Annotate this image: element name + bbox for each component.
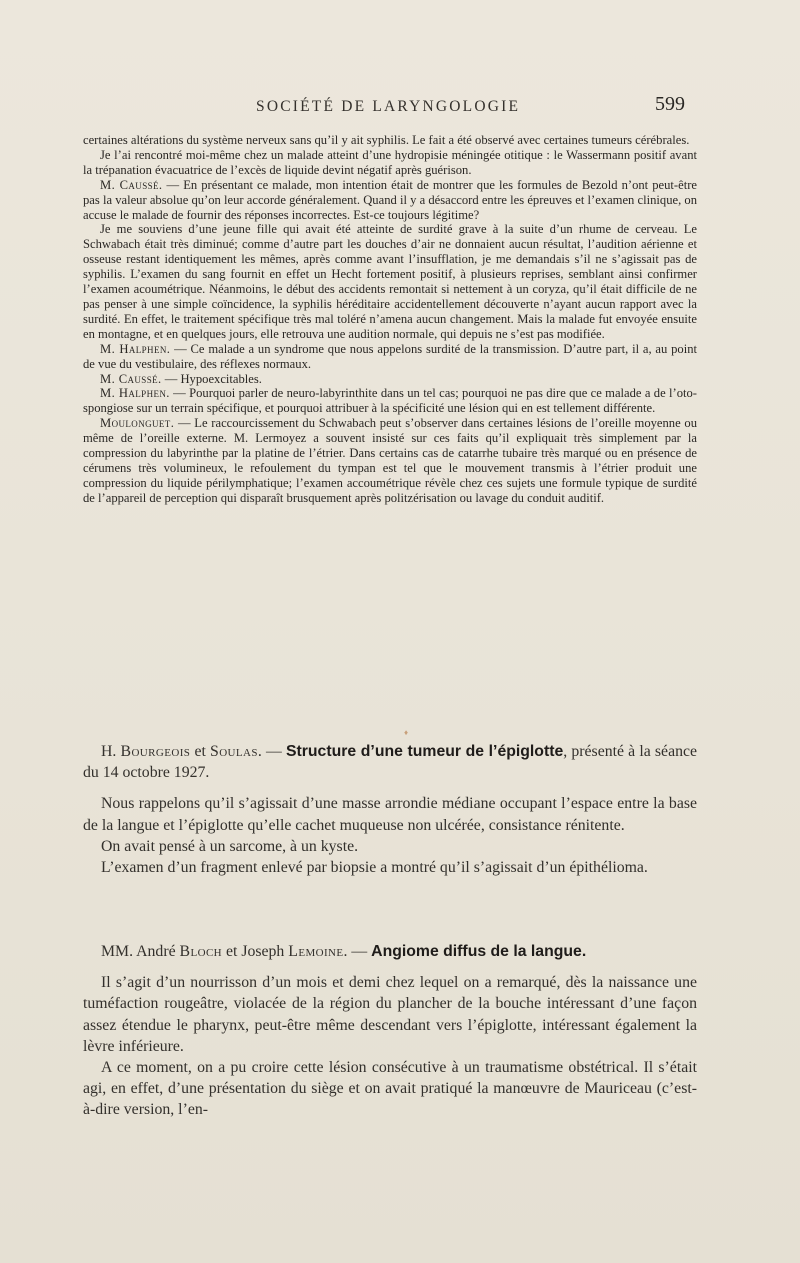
speaker-name: M. Halphen.: [100, 341, 171, 356]
article-paragraph: On avait pensé à un sarcome, à un kyste.: [101, 837, 359, 855]
discussion-paragraph: [83, 178, 697, 223]
speaker-name: M. Caussé.: [100, 371, 162, 386]
speech-text: — En présentant ce malade, mon intention était de montrer que les formules de Bezold n’ont peut-être pas la valeur absolue qu’on leur accorde généralement. Quand il y a désaccord entre les épreuves et l’examen clinique, on accuse le malade de fournir des réponses incorrectes. Est-ce toujours légitime?: [83, 177, 697, 222]
speaker-name: Moulonguet.: [100, 416, 175, 431]
spacer: [83, 783, 697, 793]
discussion-paragraph: Je me souviens d’une jeune fille qui avait été atteinte de surdité grave à la suite d’un rhume de cerveau. Le Schwabach était très diminué; comme d’autre part les douches d’air ne donnaient aucun résultat, l’audition aérienne et osseuse restant identiquement les mêmes, après comme avant l’insufflation, je me demandais s’il ne s’agissait pas de syphilis. L’examen du sang fournit en effet un Hecht fortement positif, à plusieurs reprises, semblant ainsi confirmer l’examen acoumétrique. Néanmoins, le début des accidents remontait si nettement à un coryza, qu’il était difficile de ne pas penser à une simple coïncidence, la syphilis héréditaire accidentellement découverte n’ayant aucun rapport avec la surdité. En effet, le traitement spécifique très mal toléré n’amena aucun changement. Mais la malade fut envoyée ensuite en montagne, et en quelques jours, elle retrouva une audition normale, qui depuis ne s’est pas modifiée.: [83, 222, 697, 341]
speech-text: — Pourquoi parler de neuro-labyrinthite dans un tel cas; pourquoi ne pas dire que ce malade a de l’oto-spongiose sur un terrain spécifique, et pourquoi attribuer à la spécificité une lésion qui en est tellement différente.: [83, 386, 698, 416]
article-heading: [83, 941, 697, 962]
speaker-name: M. Halphen.: [100, 386, 170, 401]
heading-text: . —: [343, 943, 372, 960]
article-heading: [83, 741, 697, 783]
author-name: Lemoine: [288, 943, 344, 960]
article-paragraph: Nous rappelons qu’il s’agissait d’une masse arrondie médiane occupant l’espace entre la base de la langue et l’épiglotte qu’elle cachet muqueuse non ulcérée, consistance rénitente.: [83, 795, 697, 834]
discussion-paragraph: [83, 416, 697, 505]
speech-text: — Le raccourcissement du Schwabach peut s’observer dans certaines lésions de l’oreille moyenne ou même de l’oreille externe. M. Lermoyez a souvent insisté sur ces faits qu’il expliquait très simplement par la compression du labyrinthe par la platine de l’étrier. Dans certains cas de catarrhe tubaire très marqué ou en présence de cérumens très volumineux, le refoulement du tympan est tel que le mouvement transmis à l’étrier produit une compression du liquide périlymphatique; l’examen accoumétrique révèle chez ces sujets une formule typique de surdité de l’appareil de perception qui disparaît brusquement après politzérisation ou lavage du conduit auditif.: [83, 416, 697, 505]
article-title: Angiome diffus de la langue.: [371, 943, 587, 960]
author-name: Soulas: [210, 743, 258, 760]
discussion-block: [83, 133, 697, 506]
heading-text: H.: [101, 743, 121, 760]
heading-text: et Joseph: [222, 943, 289, 960]
heading-text: MM. André: [101, 943, 180, 960]
author-name: Bourgeois: [120, 743, 191, 760]
section-ornament: ♦: [404, 728, 409, 737]
discussion-paragraph: certaines altérations du système nerveux sans qu’il y ait syphilis. Le fait a été observé avec certaines tumeurs cérébrales.: [83, 133, 690, 147]
article-title: Structure d’une tumeur de l’épiglotte: [285, 743, 564, 760]
article-bloch-lemoine: [83, 941, 697, 1121]
article-bourgeois-soulas: [83, 741, 697, 878]
page-header: [0, 92, 800, 122]
speech-text: — Hypoexcitables.: [161, 371, 262, 386]
page-number: 599: [655, 93, 685, 115]
author-name: Bloch: [179, 943, 223, 960]
heading-text: , présenté à la séance du 14 octobre 1927.: [83, 743, 698, 782]
article-paragraph: Il s’agit d’un nourrisson d’un mois et demi chez lequel on a remarqué, dès la naissance une tuméfaction rougeâtre, violacée de la région du plancher de la bouche intéressant d’une façon assez étendue le pharynx, peut-être même descendant vers l’épiglotte, intéressant également la lèvre inférieure.: [83, 974, 697, 1055]
heading-text: . —: [257, 743, 286, 760]
discussion-paragraph: [83, 342, 697, 372]
spacer: [83, 962, 697, 972]
article-paragraph: L’examen d’un fragment enlevé par biopsie a montré qu’il s’agissait d’un épithélioma.: [101, 859, 648, 877]
speech-text: — Ce malade a un syndrome que nous appelons surdité de la transmission. D’autre part, il a, au point de vue du vestibulaire, des réflexes normaux.: [83, 341, 698, 371]
heading-text: et: [190, 743, 211, 760]
running-title: SOCIÉTÉ DE LARYNGOLOGIE: [256, 98, 521, 115]
discussion-paragraph: [83, 372, 697, 387]
discussion-paragraph: [83, 386, 697, 416]
discussion-paragraph: Je l’ai rencontré moi-même chez un malade atteint d’une hydropisie méningée otitique : le Wassermann positif avant la trépanation évacuatrice de l’excès de liquide devint négatif après guérison.: [83, 147, 697, 177]
speaker-name: M. Caussé.: [100, 177, 163, 192]
article-paragraph: A ce moment, on a pu croire cette lésion consécutive à un traumatisme obstétrical. Il s’était agi, en effet, d’une présentation du siège et on avait pratiqué la manœuvre de Mauriceau (c’est-à-dire version, l’en-: [83, 1059, 697, 1119]
